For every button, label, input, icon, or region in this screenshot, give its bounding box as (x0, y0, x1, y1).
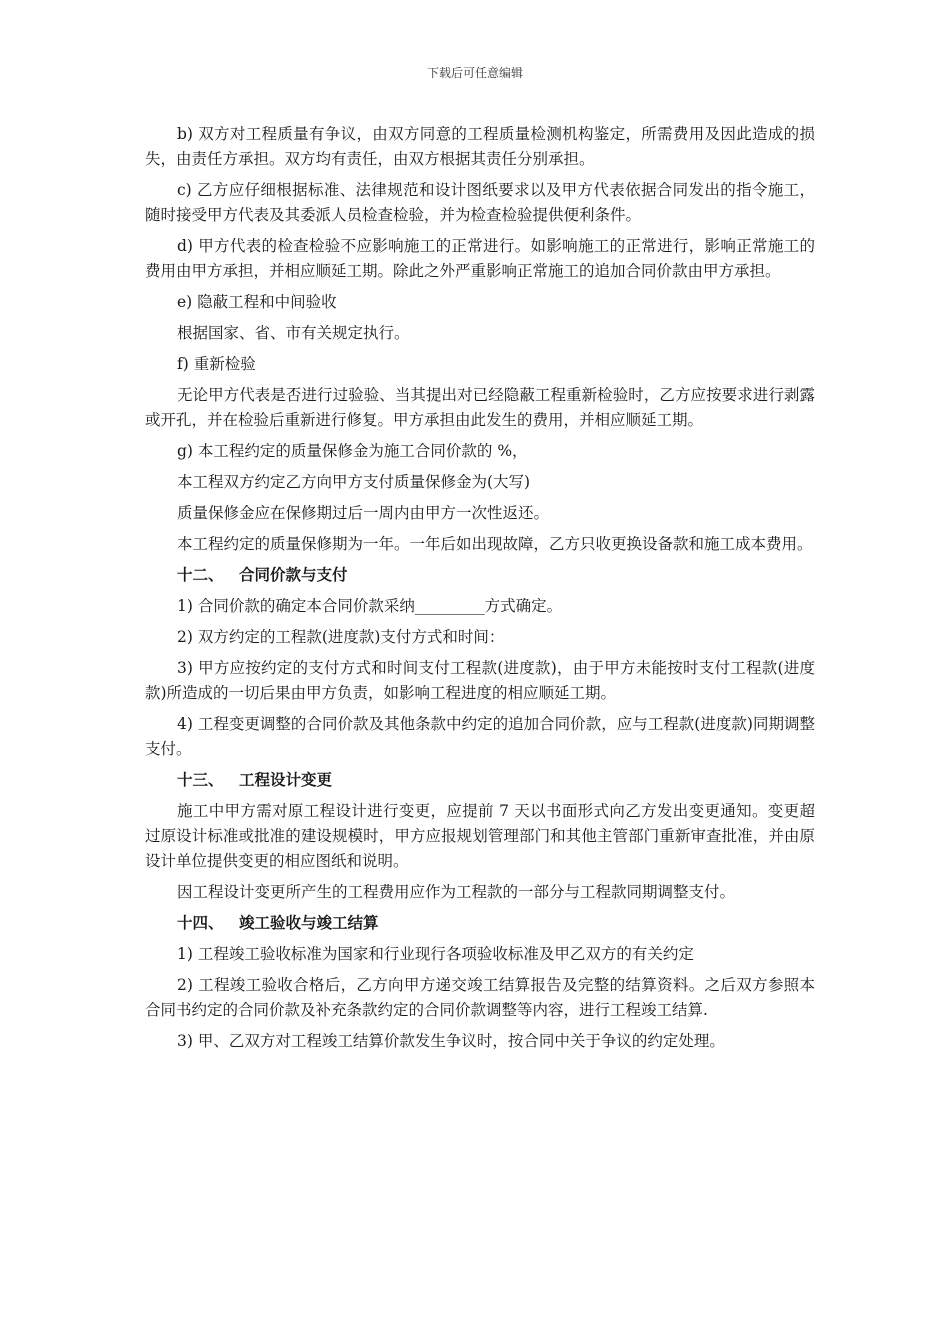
paragraph-b: b) 双方对工程质量有争议，由双方同意的工程质量检测机构鉴定，所需费用及因此造成的损失，由责任方承担。双方均有责任，由双方根据其责任分别承担。 (145, 125, 815, 168)
paragraph-d: d) 甲方代表的检查检验不应影响施工的正常进行。如影响施工的正常进行，影响正常施工的费用由甲方承担，并相应顺延工期。除此之外严重影响正常施工的追加合同价款由甲方承担。 (145, 237, 815, 280)
paragraph-14-2: 2) 工程竣工验收合格后，乙方向甲方递交竣工结算报告及完整的结算资料。之后双方参照本合同书约定的合同价款及补充条款约定的合同价款调整等内容，进行工程竣工结算. (145, 976, 815, 1019)
paragraph-g-return: 质量保修金应在保修期过后一周内由甲方一次性返还。 (177, 504, 550, 522)
section-heading-13 (145, 768, 815, 793)
paragraph-g: g) 本工程约定的质量保修金为施工合同价款的 %， (177, 442, 528, 460)
section-number: 十三、 (177, 771, 224, 789)
section-number: 十二、 (177, 566, 224, 584)
section-title: 工程设计变更 (239, 771, 333, 789)
paragraph-f: f) 重新检验 (177, 355, 256, 373)
section-heading-14 (145, 911, 815, 936)
paragraph-g-amount: 本工程双方约定乙方向甲方支付质量保修金为(大写) (177, 473, 531, 491)
document-body (145, 122, 815, 1060)
section-heading-12 (145, 563, 815, 588)
paragraph-12-3: 3) 甲方应按约定的支付方式和时间支付工程款(进度款)，由于甲方未能按时支付工程款(进度款)所造成的一切后果由甲方负责，如影响工程进度的相应顺延工期。 (145, 659, 815, 702)
paragraph-14-1: 1) 工程竣工验收标准为国家和行业现行各项验收标准及甲乙双方的有关约定 (177, 945, 694, 963)
paragraph-e: e) 隐蔽工程和中间验收 (177, 293, 337, 311)
paragraph-14-3: 3) 甲、乙双方对工程竣工结算价款发生争议时，按合同中关于争议的约定处理。 (177, 1032, 725, 1050)
section-number: 十四、 (177, 914, 224, 932)
paragraph-e-detail: 根据国家、省、市有关规定执行。 (177, 324, 410, 342)
paragraph-12-2: 2) 双方约定的工程款(进度款)支付方式和时间： (177, 628, 505, 646)
paragraph-c: c) 乙方应仔细根据标准、法律规范和设计图纸要求以及甲方代表依据合同发出的指令施工，随时接受甲方代表及其委派人员检查检验，并为检查检验提供便利条件。 (145, 181, 815, 224)
paragraph-f-detail: 无论甲方代表是否进行过验验、当其提出对已经隐蔽工程重新检验时，乙方应按要求进行剥露或开孔，并在检验后重新进行修复。甲方承担由此发生的费用，并相应顺延工期。 (145, 386, 815, 429)
paragraph-warranty-period: 本工程约定的质量保修期为一年。一年后如出现故障，乙方只收更换设备款和施工成本费用。 (177, 535, 813, 553)
section-title: 合同价款与支付 (239, 566, 348, 584)
paragraph-13-2: 因工程设计变更所产生的工程费用应作为工程款的一部分与工程款同期调整支付。 (177, 883, 736, 901)
paragraph-12-4: 4) 工程变更调整的合同价款及其他条款中约定的追加合同价款，应与工程款(进度款)同期调整支付。 (145, 715, 815, 758)
paragraph-12-1: 1) 合同价款的确定本合同价款采纳_________方式确定。 (177, 597, 563, 615)
page-header: 下载后可任意编辑 (426, 66, 523, 80)
section-title: 竣工验收与竣工结算 (239, 914, 379, 932)
paragraph-13-1: 施工中甲方需对原工程设计进行变更，应提前 7 天以书面形式向乙方发出变更通知。变更超过原设计标准或批准的建设规模时，甲方应报规划管理部门和其他主管部门重新审查批准，并由原设计单位提供变更的相应图纸和说明。 (145, 802, 815, 870)
